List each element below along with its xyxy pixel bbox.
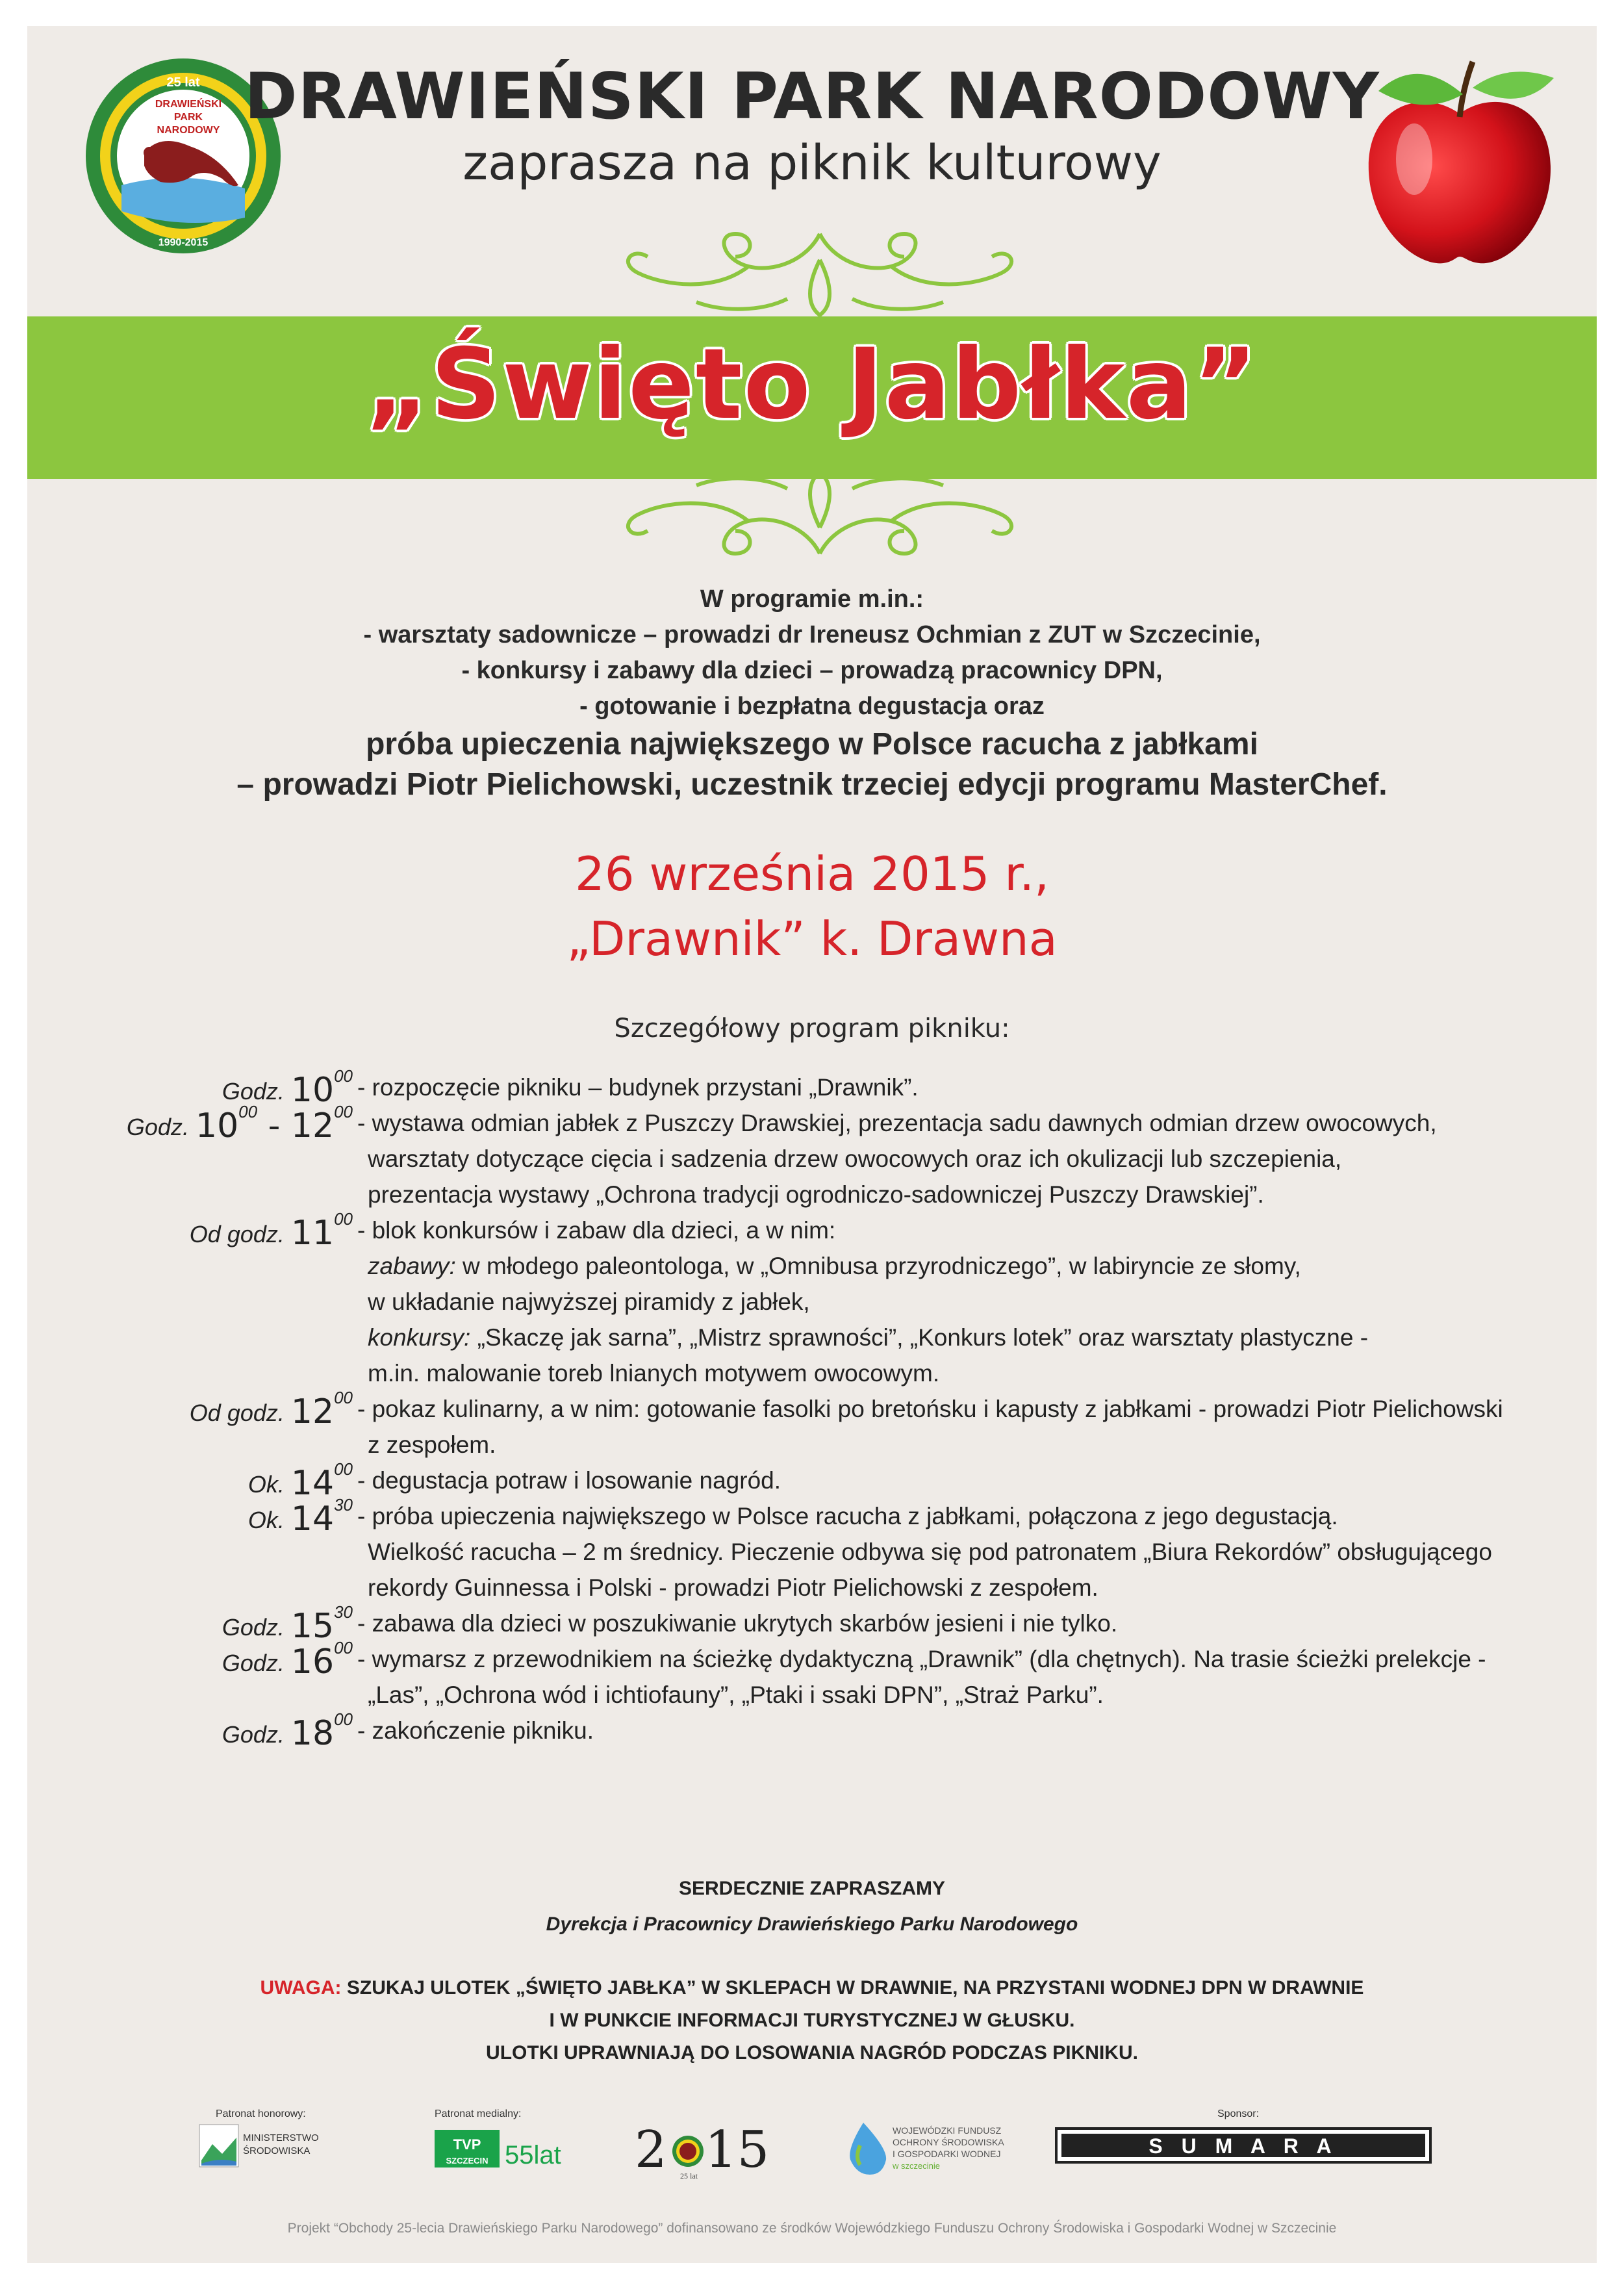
- media-label: Patronat medialny:: [435, 2108, 522, 2119]
- ministry-line2: ŚRODOWISKA: [243, 2145, 311, 2156]
- schedule-description: - próba upieczenia największego w Polsce racucha z jabłkami, połączona z jego degustacją.: [357, 1503, 1338, 1529]
- logo-dates: 1990-2015: [158, 237, 209, 248]
- ministry-logo: [196, 2121, 339, 2173]
- notice-label: UWAGA:: [260, 1977, 342, 1999]
- poster: [27, 26, 1597, 2263]
- schedule-row: [27, 1283, 1597, 1319]
- schedule-row: [27, 1602, 1597, 1646]
- time-minutes: 00: [334, 1209, 353, 1229]
- schedule-row: [27, 1569, 1597, 1605]
- time-minutes: 00: [334, 1638, 353, 1657]
- notice-line-3: ULOTKI UPRAWNIAJĄ DO LOSOWANIA NAGRÓD PODCZAS PIKNIKU.: [486, 2042, 1138, 2064]
- page-title: DRAWIEŃSKI PARK NARODOWY: [244, 60, 1380, 134]
- wfos-line1: WOJEWÓDZKI FUNDUSZ: [893, 2125, 1002, 2136]
- schedule-continuation-text: „Las”, „Ochrona wód i ichtiofauny”, „Ptaki i ssaki DPN”, „Straż Parku”.: [368, 1682, 1104, 1708]
- schedule-row: [27, 1102, 1597, 1145]
- time-hour: 15: [290, 1607, 335, 1646]
- program-heading: W programie m.in.:: [700, 585, 924, 613]
- notice-line-1: [27, 1972, 1597, 2004]
- schedule-row: [27, 1495, 1597, 1539]
- time-minutes-end: 00: [334, 1102, 353, 1121]
- schedule-row: [27, 1388, 1597, 1431]
- jubilee-left: 2: [635, 2121, 667, 2179]
- details-heading: Szczegółowy program pikniku:: [614, 1014, 1010, 1043]
- jubilee-right: 15: [705, 2121, 770, 2179]
- schedule-description: - zakończenie pikniku.: [357, 1717, 594, 1744]
- schedule-continuation: [368, 1250, 1301, 1283]
- schedule-continuation-text: z zespołem.: [368, 1431, 496, 1458]
- time-prefix: Ok.: [247, 1507, 285, 1533]
- sponsor-label: Sponsor:: [1217, 2108, 1260, 2119]
- schedule-time: [189, 1209, 353, 1253]
- schedule-time: [222, 1638, 353, 1682]
- time-prefix: Godz.: [126, 1114, 189, 1140]
- time-hour: 14: [290, 1464, 335, 1503]
- time-hour: 16: [290, 1643, 335, 1682]
- schedule-row: [27, 1426, 1597, 1462]
- schedule-continuation-text: warsztaty dotyczące cięcia i sadzenia drzew owocowych oraz ich okulizacji lub szczepienia,: [368, 1145, 1342, 1172]
- time-minutes: 30: [334, 1602, 353, 1622]
- time-hour-end: 12: [290, 1106, 335, 1145]
- time-minutes: 30: [334, 1495, 353, 1515]
- program-highlight: próba upieczenia największego w Polsce racucha z jabłkami: [366, 727, 1258, 761]
- event-date: 26 września 2015 r.,: [574, 847, 1050, 901]
- schedule-row: [27, 1533, 1597, 1569]
- schedule-description: - wymarsz z przewodnikiem na ścieżkę dydaktyczną „Drawnik” (dla chętnych). Na trasie ścieżki prelekcje -: [357, 1646, 1486, 1672]
- event-date-block: [27, 841, 1597, 971]
- ministry-line1: MINISTERSTWO: [243, 2132, 319, 2143]
- schedule-description: - wystawa odmian jabłek z Puszczy Drawskiej, prezentacja sadu dawnych odmian drzew owocowych,: [357, 1110, 1437, 1136]
- schedule-time: [222, 1709, 353, 1753]
- time-minutes: 00: [334, 1066, 353, 1086]
- schedule-row: [27, 1066, 1597, 1110]
- schedule-continuation: [368, 1536, 1492, 1568]
- schedule-row: [27, 1459, 1597, 1503]
- time-prefix: Godz.: [222, 1614, 285, 1641]
- jubilee-logo: [635, 2121, 784, 2180]
- schedule-row: [27, 1676, 1597, 1712]
- schedule-row: [27, 1319, 1597, 1355]
- schedule-continuation-text: Wielkość racucha – 2 m średnicy. Pieczenie odbywa się pod patronatem „Biura Rekordów” obsługującego: [368, 1539, 1492, 1565]
- notice-text: SZUKAJ ULOTEK „ŚWIĘTO JABŁKA” W SKLEPACH W DRAWNIE, NA PRZYSTANI WODNEJ DPN W DRAWNIE: [341, 1977, 1364, 1999]
- invite-text: SERDECZNIE ZAPRASZAMY: [678, 1878, 946, 1899]
- jubilee-small: 25 lat: [680, 2171, 698, 2180]
- tvp-text: TVP: [453, 2136, 481, 2153]
- time-hour: 10: [195, 1106, 239, 1145]
- apple-icon: [1352, 42, 1567, 283]
- schedule-list: [27, 1066, 1597, 1753]
- schedule-time: [126, 1102, 353, 1145]
- tvp-years: 55lat: [505, 2141, 561, 2169]
- schedule-continuation: [368, 1572, 1098, 1604]
- time-prefix: Ok.: [247, 1471, 285, 1498]
- schedule-time: [247, 1495, 353, 1539]
- schedule-description: - pokaz kulinarny, a w nim: gotowanie fasolki po bretońsku i kapusty z jabłkami - prowadzi Piotr Pielichowski: [357, 1396, 1503, 1422]
- time-minutes: 00: [334, 1459, 353, 1479]
- ornament-top: [501, 221, 1138, 325]
- time-hour: 12: [290, 1392, 335, 1431]
- event-location: „Drawnik” k. Drawna: [566, 912, 1058, 966]
- program-line: - konkursy i zabawy dla dzieci – prowadzą pracownicy DPN,: [461, 657, 1163, 684]
- schedule-continuation: [368, 1679, 1104, 1711]
- time-hour: 14: [290, 1500, 335, 1539]
- time-minutes: 00: [334, 1388, 353, 1407]
- schedule-row: [27, 1176, 1597, 1212]
- schedule-description: - zabawa dla dzieci w poszukiwanie ukrytych skarbów jesieni i nie tylko.: [357, 1610, 1118, 1637]
- program-summary: [27, 582, 1597, 805]
- schedule-continuation-text: m.in. malowanie toreb lnianych motywem owocowym.: [368, 1360, 940, 1387]
- time-hour: 11: [290, 1214, 335, 1253]
- time-prefix: Godz.: [222, 1721, 285, 1748]
- wfos-line2: OCHRONY ŚRODOWISKA: [893, 2137, 1004, 2147]
- wfos-line3: I GOSPODARKI WODNEJ: [893, 2149, 1001, 2159]
- schedule-continuation-text: rekordy Guinnessa i Polski - prowadzi Piotr Pielichowski z zespołem.: [368, 1574, 1098, 1601]
- sumara-text: S U M A R A: [1148, 2134, 1338, 2158]
- program-line: - warsztaty sadownicze – prowadzi dr Ireneusz Ochmian z ZUT w Szczecinie,: [363, 621, 1261, 648]
- schedule-continuation-text: „Skaczę jak sarna”, „Mistrz sprawności”, „Konkurs lotek” oraz warsztaty plastyczne -: [470, 1324, 1369, 1351]
- schedule-continuation: [368, 1143, 1341, 1175]
- wfos-line4: w szczecinie: [893, 2161, 940, 2171]
- ornament-bottom: [501, 463, 1138, 567]
- schedule-row: [27, 1709, 1597, 1753]
- logo-line1: DRAWIEŃSKI: [155, 99, 222, 110]
- time-hour: 18: [290, 1714, 335, 1753]
- schedule-description: - rozpoczęcie pikniku – budynek przystani „Drawnik”.: [357, 1074, 919, 1101]
- schedule-row: [27, 1638, 1597, 1682]
- schedule-continuation: [368, 1179, 1264, 1211]
- schedule-continuation-text: w młodego paleontologa, w „Omnibusa przyrodniczego”, w labiryncie ze słomy,: [455, 1253, 1301, 1279]
- time-hour: 10: [290, 1071, 335, 1110]
- schedule-row: [27, 1209, 1597, 1253]
- wfos-logo: [841, 2119, 1055, 2178]
- schedule-description: - blok konkursów i zabaw dla dzieci, a w nim:: [357, 1217, 836, 1244]
- logo-years: 25 lat: [166, 75, 200, 90]
- schedule-row: [27, 1355, 1597, 1390]
- schedule-row: [27, 1247, 1597, 1283]
- program-line: - gotowanie i bezpłatna degustacja oraz: [579, 693, 1045, 720]
- time-prefix: Godz.: [222, 1650, 285, 1676]
- schedule-time: [222, 1602, 353, 1646]
- logo-line2: PARK: [173, 112, 203, 123]
- schedule-emphasis: zabawy:: [368, 1253, 456, 1279]
- tvp-city: SZCZECIN: [446, 2156, 488, 2166]
- time-prefix: Od godz.: [189, 1400, 285, 1426]
- signature-text: Dyrekcja i Pracownicy Drawieńskiego Parku Narodowego: [546, 1913, 1078, 1935]
- sumara-logo: [1055, 2126, 1432, 2165]
- schedule-row: [27, 1140, 1597, 1176]
- project-note: Projekt “Obchody 25-lecia Drawieńskiego Parku Narodowego” dofinansowano ze środków Wojewódzkiego Funduszu Ochrony Środowiska i Gospodarki Wodnej w Szczecinie: [287, 2221, 1337, 2236]
- notice-block: [27, 1972, 1597, 2069]
- schedule-continuation-text: w układanie najwyższej piramidy z jabłek,: [368, 1288, 810, 1315]
- schedule-continuation: [368, 1286, 810, 1318]
- logo-line3: NARODOWY: [157, 125, 220, 136]
- tvp-logo: [435, 2123, 577, 2172]
- schedule-continuation: [368, 1322, 1368, 1354]
- schedule-description: - degustacja potraw i losowanie nagród.: [357, 1467, 781, 1494]
- schedule-emphasis: konkursy:: [368, 1324, 471, 1351]
- notice-line-2: I W PUNKCIE INFORMACJI TURYSTYCZNEJ W GŁUSKU.: [549, 2010, 1075, 2031]
- time-minutes: 00: [334, 1709, 353, 1729]
- schedule-continuation: [368, 1429, 496, 1461]
- time-prefix: Od godz.: [189, 1221, 285, 1247]
- program-highlight: – prowadzi Piotr Pielichowski, uczestnik trzeciej edycji programu MasterChef.: [236, 767, 1388, 802]
- schedule-continuation-text: prezentacja wystawy „Ochrona tradycji ogrodniczo-sadowniczej Puszczy Drawskiej”.: [368, 1181, 1264, 1208]
- honorary-label: Patronat honorowy:: [216, 2108, 306, 2119]
- time-prefix: Godz.: [222, 1078, 285, 1105]
- time-separator: -: [257, 1106, 291, 1145]
- event-title: „Święto Jabłka”: [365, 328, 1259, 441]
- schedule-time: [190, 1390, 353, 1429]
- schedule-continuation: [368, 1357, 939, 1390]
- time-minutes: 00: [238, 1102, 258, 1121]
- page-subtitle: zaprasza na piknik kulturowy: [463, 135, 1161, 191]
